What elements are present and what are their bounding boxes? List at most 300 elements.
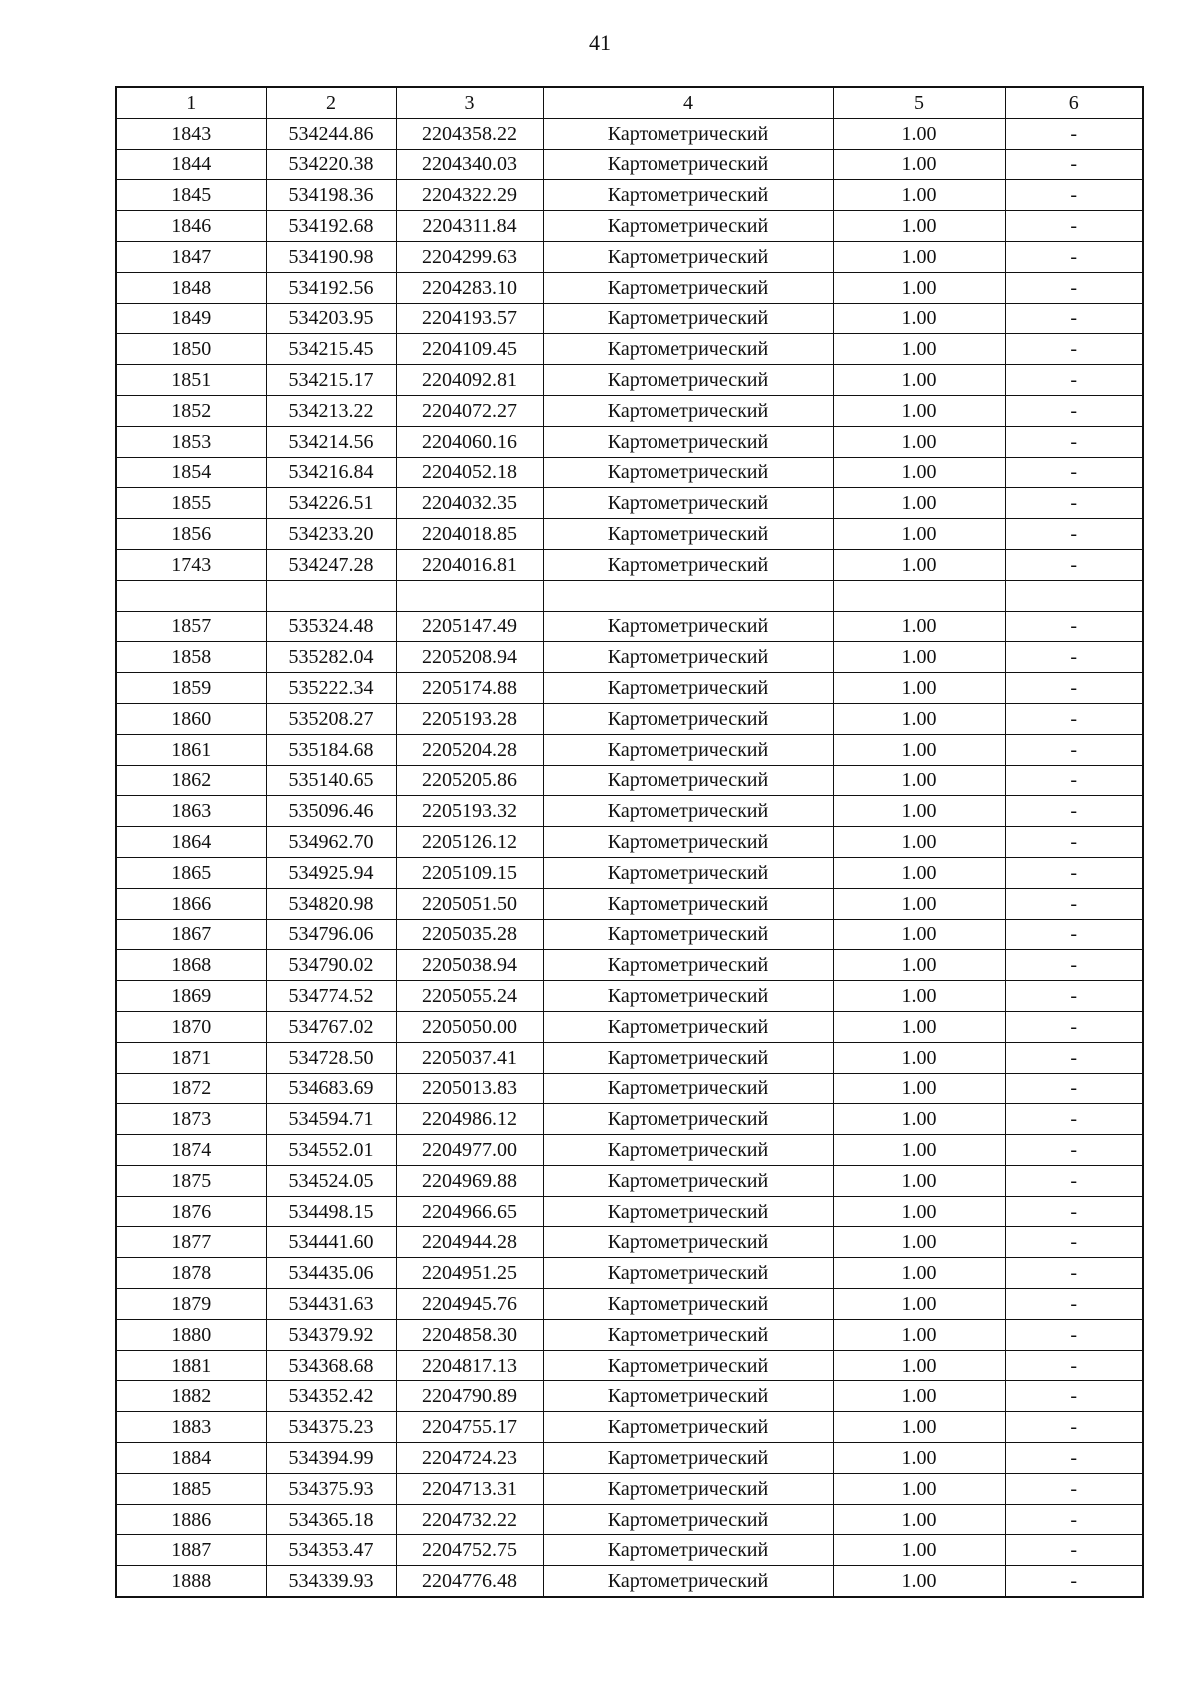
- table-cell: Картометрический: [543, 1473, 833, 1504]
- table-row: [116, 241, 1143, 272]
- table-cell: -: [1005, 950, 1143, 981]
- table-cell: 1.00: [833, 1258, 1005, 1289]
- table-cell: [1005, 580, 1143, 611]
- table-cell: Картометрический: [543, 1227, 833, 1258]
- table-cell: Картометрический: [543, 888, 833, 919]
- table-cell: -: [1005, 1227, 1143, 1258]
- table-cell: -: [1005, 1504, 1143, 1535]
- table-cell: Картометрический: [543, 734, 833, 765]
- table-cell: 1.00: [833, 857, 1005, 888]
- table-cell: 1844: [116, 149, 266, 180]
- table-cell: -: [1005, 395, 1143, 426]
- table-cell: 1853: [116, 426, 266, 457]
- table-cell: -: [1005, 549, 1143, 580]
- table-cell: 2205193.32: [396, 796, 543, 827]
- table-row: [116, 673, 1143, 704]
- table-row: [116, 149, 1143, 180]
- table-cell: 1.00: [833, 1227, 1005, 1258]
- table-cell: Картометрический: [543, 1412, 833, 1443]
- table-cell: -: [1005, 488, 1143, 519]
- table-cell: 534594.71: [266, 1104, 396, 1135]
- table-cell: 1.00: [833, 1443, 1005, 1474]
- table-row: [116, 827, 1143, 858]
- table-cell: Картометрический: [543, 1319, 833, 1350]
- table-cell: 534498.15: [266, 1196, 396, 1227]
- table-cell: Картометрический: [543, 642, 833, 673]
- table-cell: 2204986.12: [396, 1104, 543, 1135]
- table-cell: [396, 580, 543, 611]
- table-cell: -: [1005, 1473, 1143, 1504]
- table-cell: -: [1005, 1319, 1143, 1350]
- table-cell: Картометрический: [543, 549, 833, 580]
- table-cell: 1850: [116, 334, 266, 365]
- table-cell: -: [1005, 1412, 1143, 1443]
- table-row: [116, 303, 1143, 334]
- table-cell: [543, 580, 833, 611]
- table-row: [116, 981, 1143, 1012]
- table-cell: 1.00: [833, 919, 1005, 950]
- table-cell: -: [1005, 1443, 1143, 1474]
- table-cell: 1743: [116, 549, 266, 580]
- table-cell: 1882: [116, 1381, 266, 1412]
- table-cell: Картометрический: [543, 1535, 833, 1566]
- header-cell: 6: [1005, 87, 1143, 118]
- table-row: [116, 919, 1143, 950]
- table-cell: Картометрический: [543, 611, 833, 642]
- table-cell: 1859: [116, 673, 266, 704]
- table-cell: 1.00: [833, 1319, 1005, 1350]
- table-cell: Картометрический: [543, 857, 833, 888]
- table-row: [116, 1412, 1143, 1443]
- table-cell: 1887: [116, 1535, 266, 1566]
- table-row: [116, 1135, 1143, 1166]
- table-cell: 1879: [116, 1289, 266, 1320]
- table-cell: 534394.99: [266, 1443, 396, 1474]
- table-cell: -: [1005, 919, 1143, 950]
- table-cell: 1846: [116, 211, 266, 242]
- table-cell: 534213.22: [266, 395, 396, 426]
- table-cell: 1877: [116, 1227, 266, 1258]
- table-cell: 1852: [116, 395, 266, 426]
- table-cell: [116, 580, 266, 611]
- table-cell: -: [1005, 241, 1143, 272]
- table-cell: -: [1005, 1011, 1143, 1042]
- table-cell: 1888: [116, 1566, 266, 1597]
- table-cell: 535282.04: [266, 642, 396, 673]
- table-row: [116, 765, 1143, 796]
- table-cell: 1863: [116, 796, 266, 827]
- table-cell: -: [1005, 1350, 1143, 1381]
- header-cell: 3: [396, 87, 543, 118]
- table-cell: 2204966.65: [396, 1196, 543, 1227]
- table-cell: 534216.84: [266, 457, 396, 488]
- table-cell: 1873: [116, 1104, 266, 1135]
- table-cell: 534352.42: [266, 1381, 396, 1412]
- table-cell: 1871: [116, 1042, 266, 1073]
- table-cell: Картометрический: [543, 1196, 833, 1227]
- table-cell: 2204072.27: [396, 395, 543, 426]
- table-cell: 2205126.12: [396, 827, 543, 858]
- table-cell: 1864: [116, 827, 266, 858]
- table-row: [116, 180, 1143, 211]
- table-cell: 535140.65: [266, 765, 396, 796]
- table-cell: 1883: [116, 1412, 266, 1443]
- table-row: [116, 272, 1143, 303]
- table-cell: 1848: [116, 272, 266, 303]
- table-cell: -: [1005, 796, 1143, 827]
- table-row: [116, 457, 1143, 488]
- table-cell: 2205205.86: [396, 765, 543, 796]
- table-cell: 1.00: [833, 1011, 1005, 1042]
- table-cell: 1847: [116, 241, 266, 272]
- header-cell: 4: [543, 87, 833, 118]
- table-cell: 2204944.28: [396, 1227, 543, 1258]
- table-cell: 1.00: [833, 303, 1005, 334]
- table-cell: -: [1005, 118, 1143, 149]
- table-cell: 2204052.18: [396, 457, 543, 488]
- table-cell: 1878: [116, 1258, 266, 1289]
- table-cell: 534379.92: [266, 1319, 396, 1350]
- table-cell: -: [1005, 1135, 1143, 1166]
- table-cell: 1.00: [833, 734, 1005, 765]
- table-cell: Картометрический: [543, 981, 833, 1012]
- table-cell: Картометрический: [543, 1443, 833, 1474]
- table-row: [116, 1504, 1143, 1535]
- table-cell: -: [1005, 765, 1143, 796]
- table-row: [116, 888, 1143, 919]
- table-cell: [833, 580, 1005, 611]
- table-cell: 1.00: [833, 118, 1005, 149]
- table-cell: 534190.98: [266, 241, 396, 272]
- table-cell: -: [1005, 1566, 1143, 1597]
- table-cell: 2205208.94: [396, 642, 543, 673]
- table-row: [116, 118, 1143, 149]
- table-cell: Картометрический: [543, 395, 833, 426]
- table-cell: -: [1005, 1165, 1143, 1196]
- table-cell: 2204752.75: [396, 1535, 543, 1566]
- table-cell: 1.00: [833, 611, 1005, 642]
- table-cell: 2205055.24: [396, 981, 543, 1012]
- table-cell: 1.00: [833, 1566, 1005, 1597]
- page-number: 41: [589, 30, 611, 55]
- table-cell: 2205193.28: [396, 703, 543, 734]
- table-cell: 534192.56: [266, 272, 396, 303]
- table-cell: 1884: [116, 1443, 266, 1474]
- table-cell: 1.00: [833, 950, 1005, 981]
- table-cell: 534244.86: [266, 118, 396, 149]
- table-cell: 2204092.81: [396, 365, 543, 396]
- table-cell: 534925.94: [266, 857, 396, 888]
- table-cell: 1.00: [833, 1381, 1005, 1412]
- table-cell: [266, 580, 396, 611]
- table-cell: Картометрический: [543, 673, 833, 704]
- table-cell: 1843: [116, 118, 266, 149]
- table-cell: -: [1005, 673, 1143, 704]
- table-cell: Картометрический: [543, 334, 833, 365]
- table-cell: 1.00: [833, 180, 1005, 211]
- table-cell: 2205050.00: [396, 1011, 543, 1042]
- table-cell: 1885: [116, 1473, 266, 1504]
- table-header: [116, 87, 1143, 118]
- table-cell: 534962.70: [266, 827, 396, 858]
- table-cell: 1856: [116, 519, 266, 550]
- table-cell: 1.00: [833, 1196, 1005, 1227]
- table-cell: -: [1005, 149, 1143, 180]
- table-cell: 534353.47: [266, 1535, 396, 1566]
- table-row: [116, 1381, 1143, 1412]
- table-cell: -: [1005, 519, 1143, 550]
- table-cell: -: [1005, 1073, 1143, 1104]
- table-cell: 534214.56: [266, 426, 396, 457]
- table-cell: 1.00: [833, 827, 1005, 858]
- table-cell: Картометрический: [543, 303, 833, 334]
- table-row: [116, 1443, 1143, 1474]
- header-row: [116, 87, 1143, 118]
- table-cell: 2205109.15: [396, 857, 543, 888]
- table-cell: 1.00: [833, 549, 1005, 580]
- table-cell: 1.00: [833, 334, 1005, 365]
- table-cell: 1.00: [833, 1104, 1005, 1135]
- table-cell: 1.00: [833, 1412, 1005, 1443]
- table-cell: 534796.06: [266, 919, 396, 950]
- table-cell: 2204977.00: [396, 1135, 543, 1166]
- table-cell: 1868: [116, 950, 266, 981]
- table-cell: Картометрический: [543, 1566, 833, 1597]
- table-cell: 2205204.28: [396, 734, 543, 765]
- table-cell: 2204322.29: [396, 180, 543, 211]
- table-cell: 2204755.17: [396, 1412, 543, 1443]
- table-cell: Картометрический: [543, 1504, 833, 1535]
- table-cell: -: [1005, 981, 1143, 1012]
- table-cell: 534203.95: [266, 303, 396, 334]
- table-cell: Картометрический: [543, 1135, 833, 1166]
- table-cell: -: [1005, 1289, 1143, 1320]
- table-cell: 534435.06: [266, 1258, 396, 1289]
- table-row: [116, 549, 1143, 580]
- table-cell: 2204945.76: [396, 1289, 543, 1320]
- table-row: [116, 1350, 1143, 1381]
- table-row: [116, 642, 1143, 673]
- table-cell: 534767.02: [266, 1011, 396, 1042]
- table-cell: 1.00: [833, 426, 1005, 457]
- table-row: [116, 1289, 1143, 1320]
- table-cell: 1851: [116, 365, 266, 396]
- table-cell: 1.00: [833, 457, 1005, 488]
- table-cell: 534226.51: [266, 488, 396, 519]
- table-cell: 534820.98: [266, 888, 396, 919]
- table-cell: 2204817.13: [396, 1350, 543, 1381]
- table-row: [116, 1319, 1143, 1350]
- table-cell: 2204193.57: [396, 303, 543, 334]
- table-row: [116, 1042, 1143, 1073]
- table-cell: 2205147.49: [396, 611, 543, 642]
- table-body: [116, 118, 1143, 1597]
- table-cell: -: [1005, 1381, 1143, 1412]
- table-cell: -: [1005, 1042, 1143, 1073]
- table-cell: 2205035.28: [396, 919, 543, 950]
- table-cell: 1.00: [833, 395, 1005, 426]
- table-cell: -: [1005, 611, 1143, 642]
- table-cell: 534441.60: [266, 1227, 396, 1258]
- table-cell: 1.00: [833, 981, 1005, 1012]
- table-cell: 2204340.03: [396, 149, 543, 180]
- table-cell: 2204790.89: [396, 1381, 543, 1412]
- table-cell: 1880: [116, 1319, 266, 1350]
- table-cell: 1.00: [833, 1042, 1005, 1073]
- table-row: [116, 950, 1143, 981]
- table-cell: 1867: [116, 919, 266, 950]
- table-cell: 2204311.84: [396, 211, 543, 242]
- table-cell: 1.00: [833, 642, 1005, 673]
- table-cell: 1.00: [833, 703, 1005, 734]
- table-cell: Картометрический: [543, 1042, 833, 1073]
- table-cell: 1.00: [833, 888, 1005, 919]
- table-cell: 1.00: [833, 488, 1005, 519]
- table-cell: 1875: [116, 1165, 266, 1196]
- table-cell: 1.00: [833, 1289, 1005, 1320]
- table-cell: 534774.52: [266, 981, 396, 1012]
- table-cell: 2205038.94: [396, 950, 543, 981]
- table-cell: 1861: [116, 734, 266, 765]
- table-cell: 534790.02: [266, 950, 396, 981]
- table-row: [116, 334, 1143, 365]
- table-cell: 1876: [116, 1196, 266, 1227]
- table-cell: -: [1005, 1196, 1143, 1227]
- table-row: [116, 1535, 1143, 1566]
- table-cell: 534683.69: [266, 1073, 396, 1104]
- table-cell: -: [1005, 827, 1143, 858]
- table-cell: Картометрический: [543, 950, 833, 981]
- table-cell: 1.00: [833, 519, 1005, 550]
- table-cell: 534728.50: [266, 1042, 396, 1073]
- table-cell: Картометрический: [543, 365, 833, 396]
- table-cell: 1.00: [833, 796, 1005, 827]
- table-cell: Картометрический: [543, 519, 833, 550]
- table-cell: Картометрический: [543, 703, 833, 734]
- table-cell: 534215.17: [266, 365, 396, 396]
- table-cell: 1.00: [833, 765, 1005, 796]
- table-cell: 534431.63: [266, 1289, 396, 1320]
- table-row: [116, 734, 1143, 765]
- table-row: [116, 1104, 1143, 1135]
- table-row: [116, 857, 1143, 888]
- table-cell: Картометрический: [543, 426, 833, 457]
- table-cell: Картометрический: [543, 272, 833, 303]
- table-row: [116, 426, 1143, 457]
- table-cell: 2204858.30: [396, 1319, 543, 1350]
- table-cell: 2205174.88: [396, 673, 543, 704]
- table-cell: 1855: [116, 488, 266, 519]
- table-cell: -: [1005, 1258, 1143, 1289]
- table-cell: 1.00: [833, 1135, 1005, 1166]
- table-cell: Картометрический: [543, 796, 833, 827]
- table-cell: 2204776.48: [396, 1566, 543, 1597]
- table-cell: 1.00: [833, 1165, 1005, 1196]
- table-cell: 1.00: [833, 1350, 1005, 1381]
- table-cell: -: [1005, 211, 1143, 242]
- table-cell: 535324.48: [266, 611, 396, 642]
- table-cell: -: [1005, 703, 1143, 734]
- table-cell: 535208.27: [266, 703, 396, 734]
- table-row: [116, 395, 1143, 426]
- coordinates-table: [115, 86, 1144, 1598]
- table-cell: 535184.68: [266, 734, 396, 765]
- table-cell: 1.00: [833, 241, 1005, 272]
- table-cell: 534215.45: [266, 334, 396, 365]
- table-row: [116, 611, 1143, 642]
- table-cell: Картометрический: [543, 180, 833, 211]
- table-cell: -: [1005, 457, 1143, 488]
- table-row: [116, 1165, 1143, 1196]
- table-cell: 1872: [116, 1073, 266, 1104]
- table-cell: 1.00: [833, 1535, 1005, 1566]
- table-cell: -: [1005, 888, 1143, 919]
- table-row: [116, 1196, 1143, 1227]
- table-cell: 2204299.63: [396, 241, 543, 272]
- table-cell: -: [1005, 334, 1143, 365]
- table-row: [116, 1227, 1143, 1258]
- table-cell: 1.00: [833, 1504, 1005, 1535]
- table-cell: 534233.20: [266, 519, 396, 550]
- table-cell: 534368.68: [266, 1350, 396, 1381]
- table-cell: Картометрический: [543, 1104, 833, 1135]
- table-cell: 2204358.22: [396, 118, 543, 149]
- table-cell: 534552.01: [266, 1135, 396, 1166]
- table-cell: 2204732.22: [396, 1504, 543, 1535]
- table-cell: Картометрический: [543, 241, 833, 272]
- table-cell: 2204109.45: [396, 334, 543, 365]
- table-cell: Картометрический: [543, 827, 833, 858]
- table-cell: 1.00: [833, 272, 1005, 303]
- table-cell: 1849: [116, 303, 266, 334]
- table-cell: -: [1005, 734, 1143, 765]
- table-cell: 534247.28: [266, 549, 396, 580]
- table-cell: 2204724.23: [396, 1443, 543, 1474]
- table-cell: 2204713.31: [396, 1473, 543, 1504]
- table-cell: Картометрический: [543, 1165, 833, 1196]
- table-cell: 534365.18: [266, 1504, 396, 1535]
- table-cell: -: [1005, 303, 1143, 334]
- table-cell: 534198.36: [266, 180, 396, 211]
- table-cell: 1.00: [833, 1073, 1005, 1104]
- table-cell: Картометрический: [543, 149, 833, 180]
- table-cell: Картометрический: [543, 1011, 833, 1042]
- table-cell: -: [1005, 272, 1143, 303]
- table-cell: Картометрический: [543, 765, 833, 796]
- table-cell: 2204032.35: [396, 488, 543, 519]
- table-cell: 2205051.50: [396, 888, 543, 919]
- table-cell: -: [1005, 1535, 1143, 1566]
- table-cell: 1.00: [833, 149, 1005, 180]
- table-row: [116, 796, 1143, 827]
- table-row: [116, 1011, 1143, 1042]
- table-cell: 1.00: [833, 211, 1005, 242]
- table-cell: Картометрический: [543, 1073, 833, 1104]
- table-cell: 535096.46: [266, 796, 396, 827]
- table-cell: 534375.93: [266, 1473, 396, 1504]
- table-cell: 1874: [116, 1135, 266, 1166]
- table-cell: -: [1005, 1104, 1143, 1135]
- table-cell: -: [1005, 642, 1143, 673]
- table-cell: 1.00: [833, 365, 1005, 396]
- table-row: [116, 580, 1143, 611]
- table-row: [116, 488, 1143, 519]
- table-cell: 1870: [116, 1011, 266, 1042]
- table-cell: 1.00: [833, 673, 1005, 704]
- table-cell: 534375.23: [266, 1412, 396, 1443]
- table-cell: 1869: [116, 981, 266, 1012]
- table-cell: 1860: [116, 703, 266, 734]
